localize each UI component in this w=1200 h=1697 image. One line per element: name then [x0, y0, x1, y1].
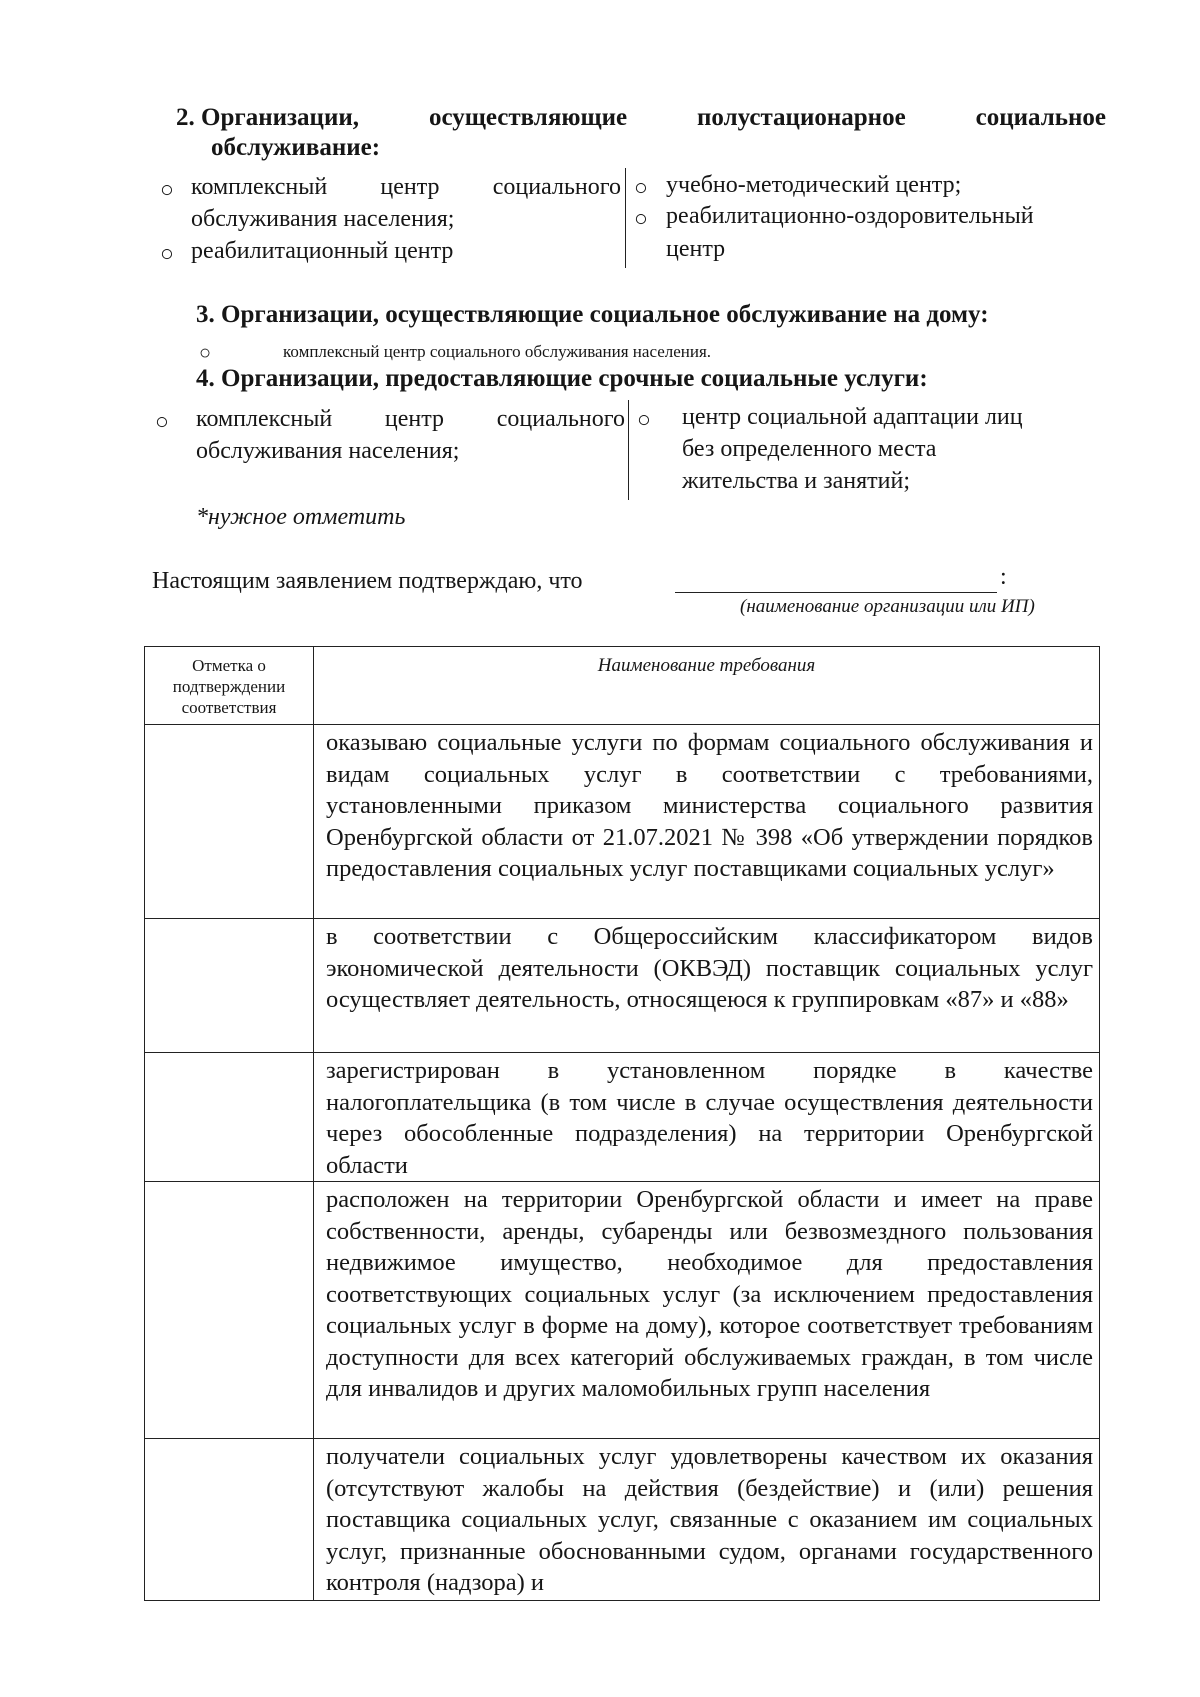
requirement-cell: [314, 1439, 1100, 1601]
mark-cell[interactable]: [145, 1182, 314, 1439]
header-mark-line: Отметка о: [192, 656, 266, 675]
column-divider: [625, 168, 626, 268]
checkbox-option[interactable]: ○: [160, 177, 174, 202]
option-label: комплексный центр социального обслуживания населения.: [283, 342, 712, 361]
requirement-cell: [314, 1053, 1100, 1182]
option-label: обслуживания населения;: [196, 438, 460, 464]
table-header-row: [145, 647, 1100, 725]
header-mark-cell: [145, 647, 314, 725]
mark-cell[interactable]: [145, 725, 314, 919]
header-name: Наименование требования: [597, 655, 816, 676]
section2-heading: [176, 103, 1106, 163]
header-mark-line: подтверждении: [172, 677, 286, 696]
header-mark-line: соответствия: [181, 698, 277, 717]
requirement-text: получатели социальных услуг удовлетворены качеством их оказания (отсутствуют жалобы на действия (бездействие) и (или) решения поставщика социальных услуг, связанные с оказанием им социальных услуг, признанные обоснованными судом, органами государственного контроля (надзора) и: [326, 1443, 1093, 1596]
section3-heading: 3. Организации, осуществляющие социальное обслуживание на дому:: [196, 301, 989, 328]
option-label: центр социальной адаптации лиц: [682, 404, 1023, 430]
section2-title-1: 2. Организации,: [176, 104, 360, 131]
checkbox-option[interactable]: ○: [160, 241, 174, 266]
table-row: [145, 1182, 1100, 1439]
table-row: [145, 1439, 1100, 1601]
statement-text: Настоящим заявлением подтверждаю, что: [152, 568, 583, 594]
section2-title-4: социальное: [975, 104, 1106, 131]
table-row: [145, 919, 1100, 1053]
requirement-text: в соответствии с Общероссийским классификатором видов экономической деятельности (ОКВЭД) поставщик социальных услуг осуществляет деятельность, относящеюся к группировкам «87» и «88»: [326, 923, 1093, 1013]
section2-title-3: полустационарное: [697, 104, 906, 131]
mark-cell[interactable]: [145, 919, 314, 1053]
requirement-cell: [314, 1182, 1100, 1439]
option-label: жительства и занятий;: [682, 468, 910, 494]
section2-title-2: осуществляющие: [428, 104, 628, 131]
requirement-cell: [314, 919, 1100, 1053]
mark-cell[interactable]: [145, 1053, 314, 1182]
requirement-text: оказываю социальные услуги по формам социального обслуживания и видам социальных услуг в соответствии с требованиями, установленными приказом министерства социального развития Оренбургской области от 21.07.2021 № 398 «Об утверждении порядков предоставления социальных услуг поставщиками социальных услуг»: [326, 729, 1093, 882]
note: *нужное отметить: [196, 504, 406, 530]
section4-heading: 4. Организации, предоставляющие срочные социальные услуги:: [196, 365, 928, 392]
table-row: [145, 725, 1100, 919]
option-label: центр: [666, 236, 726, 262]
checkbox-option[interactable]: ○: [634, 206, 648, 231]
header-name-cell: [314, 647, 1100, 725]
statement-end: :: [1000, 564, 1007, 590]
checkbox-option[interactable]: ○: [637, 407, 651, 432]
option-label: реабилитационный центр: [191, 238, 454, 264]
section2-title-line2: обслуживание:: [211, 134, 381, 161]
mark-cell[interactable]: [145, 1439, 314, 1601]
requirement-text: зарегистрирован в установленном порядке в качестве налогоплательщика (в том числе в случае осуществления деятельности через обособленные подразделения) на территории Оренбургской области: [326, 1057, 1093, 1179]
option-label: реабилитационно-оздоровительный: [666, 203, 1034, 229]
organization-name-field[interactable]: [675, 592, 997, 593]
table-row: [145, 1053, 1100, 1182]
checkbox-option[interactable]: ○: [634, 175, 648, 200]
column-divider: [628, 400, 629, 500]
requirement-cell: [314, 725, 1100, 919]
requirements-table: [144, 646, 1100, 1601]
option-label: комплексный центр социального: [196, 406, 625, 432]
checkbox-option[interactable]: ○: [199, 342, 212, 364]
requirement-text: расположен на территории Оренбургской области и имеет на праве собственности, аренды, субаренды или безвозмездного пользования недвижимое имущество, необходимое для предоставления соответствующих социальных услуг (за исключением предоставления социальных услуг в форме на дому), которое соответствует требованиям доступности для всех категорий обслуживаемых граждан, в том числе для инвалидов и других маломобильных групп населения: [326, 1186, 1093, 1402]
option-label: учебно-методический центр;: [666, 172, 962, 198]
option-label: комплексный центр социального: [191, 174, 621, 200]
checkbox-option[interactable]: ○: [155, 409, 169, 434]
option-label: обслуживания населения;: [191, 206, 455, 232]
option-label: без определенного места: [682, 436, 937, 462]
field-caption: (наименование организации или ИП): [740, 596, 1035, 617]
